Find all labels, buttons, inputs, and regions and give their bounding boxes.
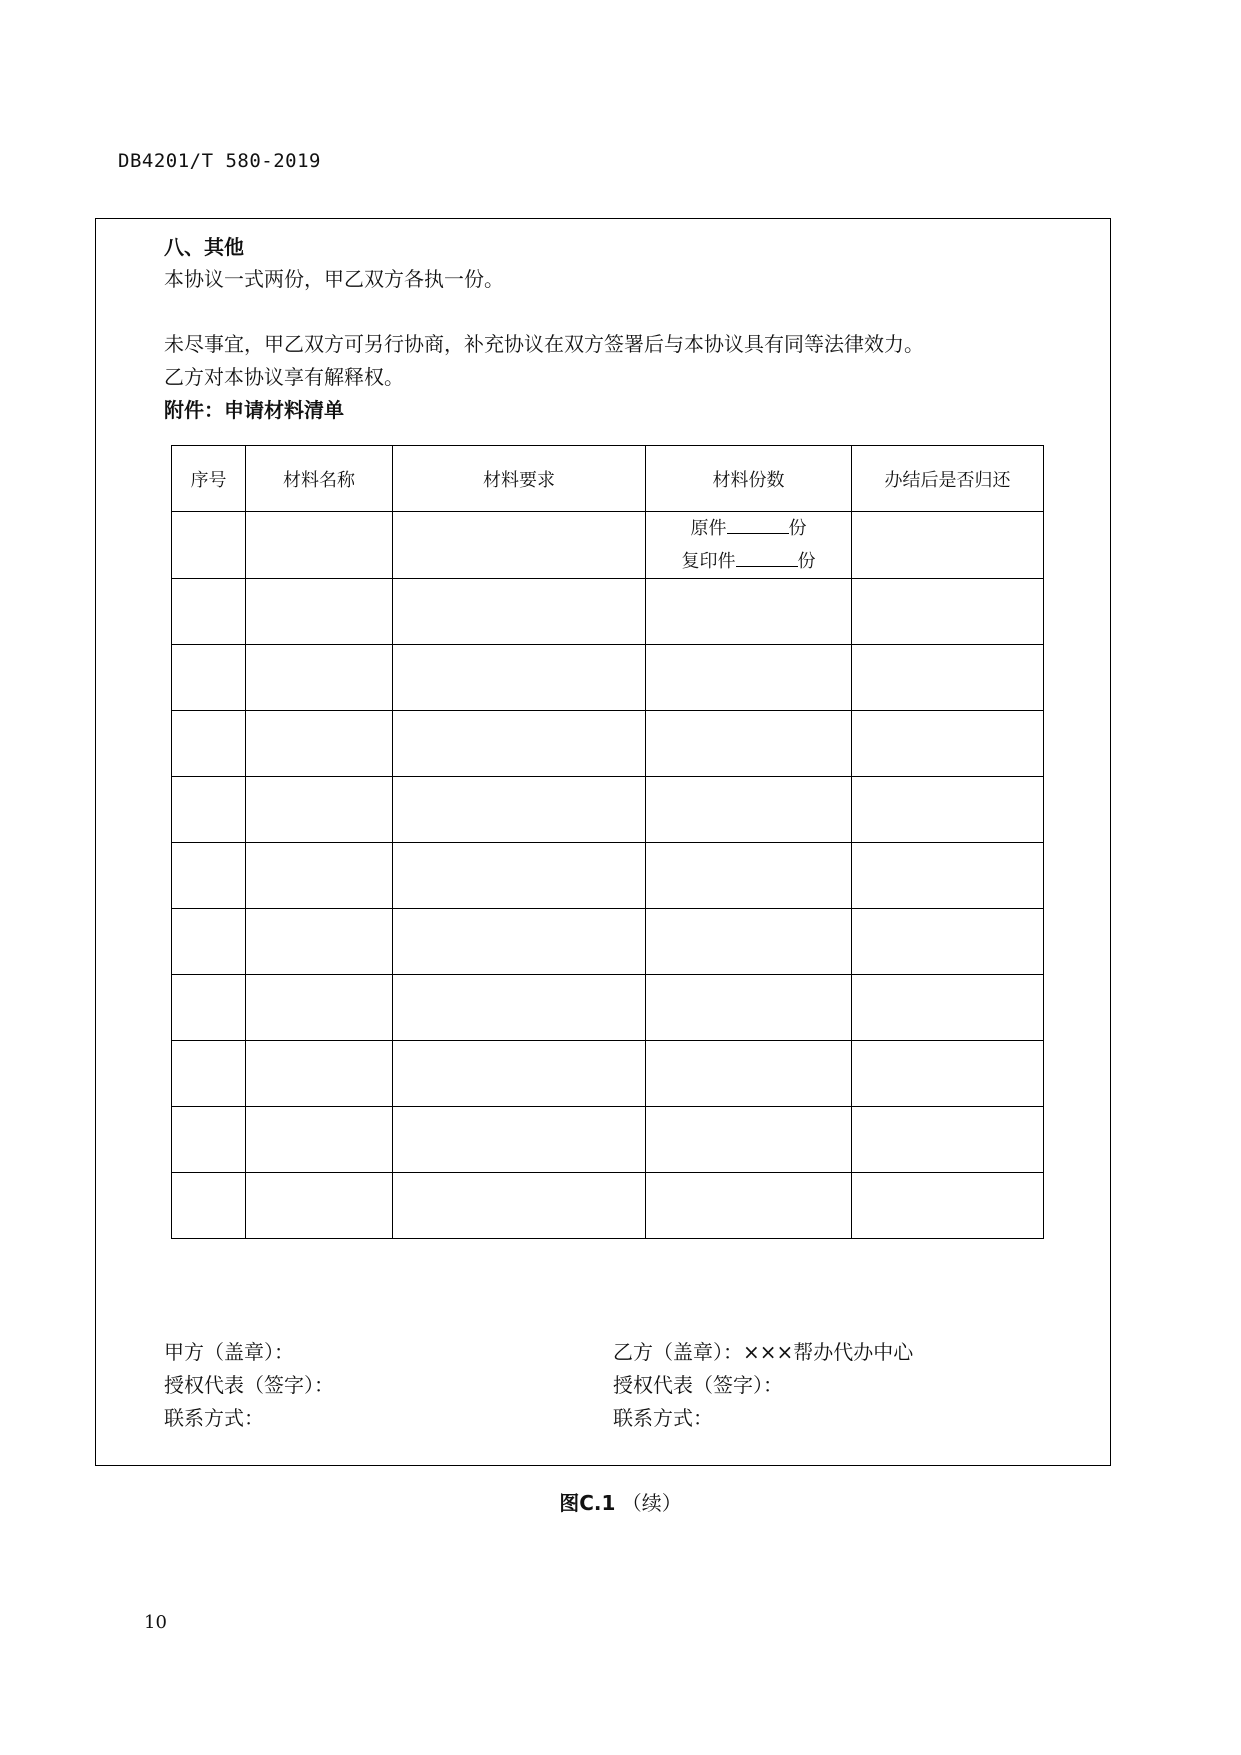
party-b-representative: 授权代表（签字）：: [613, 1373, 783, 1397]
header-serial: 序号: [172, 446, 246, 512]
party-b-signature-block: [613, 1336, 913, 1435]
photocopy-copies-line: 复印件 份: [681, 551, 816, 572]
table-row: [172, 512, 1044, 579]
table-row: [172, 1041, 1044, 1107]
cell-return-after: [852, 512, 1044, 579]
attachment-title: 附件：申请材料清单: [164, 398, 344, 422]
table-row: [172, 975, 1044, 1041]
party-a-contact: 联系方式：: [164, 1406, 264, 1430]
section-heading: 八、其他: [164, 235, 244, 259]
party-a-signature-block: [164, 1336, 334, 1435]
cell-serial: [172, 512, 246, 579]
table-row: [172, 711, 1044, 777]
table-header-row: [172, 446, 1044, 512]
document-code: DB4201/T 580-2019: [118, 150, 321, 172]
table-row: [172, 909, 1044, 975]
header-return-after: 办结后是否归还: [852, 446, 1044, 512]
table-row: [172, 579, 1044, 645]
figure-caption: [0, 1487, 1241, 1516]
header-material-name: 材料名称: [246, 446, 393, 512]
paragraph-interpretation: 乙方对本协议享有解释权。: [164, 365, 404, 389]
table-row: [172, 1173, 1044, 1239]
cell-material-name: [246, 512, 393, 579]
agreement-frame: [95, 218, 1111, 1466]
table-row: [172, 645, 1044, 711]
figure-continued: （续）: [621, 1491, 682, 1515]
party-a-representative: 授权代表（签字）：: [164, 1373, 334, 1397]
party-b-seal: 乙方（盖章）：×××帮办代办中心: [613, 1340, 914, 1364]
header-material-copies: 材料份数: [646, 446, 852, 512]
original-copies-line: 原件 份: [690, 518, 807, 539]
header-material-requirement: 材料要求: [393, 446, 646, 512]
table-row: [172, 843, 1044, 909]
party-a-seal: 甲方（盖章）：: [164, 1340, 294, 1364]
table-row: [172, 1107, 1044, 1173]
original-count-blank[interactable]: [727, 517, 789, 534]
paragraph-supplement: 未尽事宜，甲乙双方可另行协商，补充协议在双方签署后与本协议具有同等法律效力。: [164, 332, 924, 356]
party-b-contact: 联系方式：: [613, 1406, 713, 1430]
cell-material-copies: [646, 512, 852, 579]
materials-table: [171, 445, 1044, 1239]
table-row: [172, 777, 1044, 843]
cell-material-requirement: [393, 512, 646, 579]
photocopy-count-blank[interactable]: [736, 550, 798, 567]
page-number: 10: [144, 1612, 167, 1633]
figure-label: 图C.1: [559, 1491, 616, 1515]
paragraph-copies: 本协议一式两份，甲乙双方各执一份。: [164, 267, 504, 291]
